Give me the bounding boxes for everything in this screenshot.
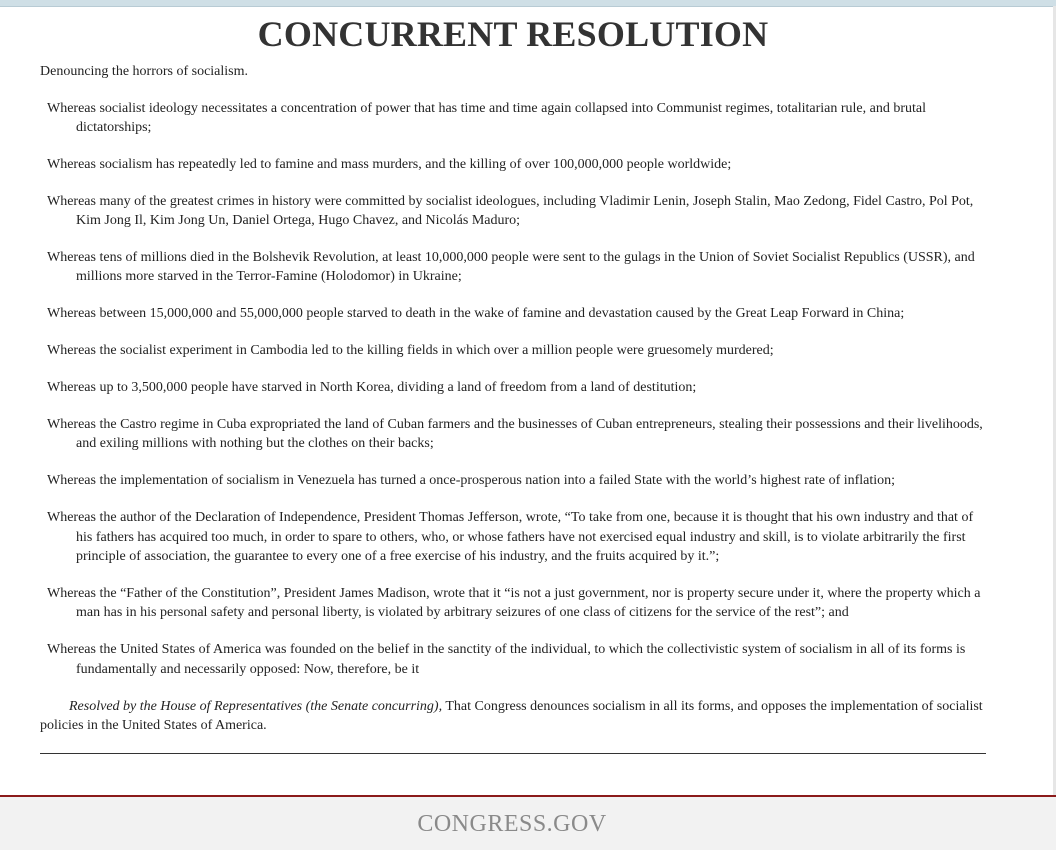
- document-subtitle: Denouncing the horrors of socialism.: [40, 64, 249, 79]
- document-title: CONCURRENT RESOLUTION: [257, 14, 769, 54]
- whereas-clause: Whereas between 15,000,000 and 55,000,000 people starved to death in the wake of famine and devastation caused by the Great Leap Forward in China;: [47, 306, 905, 322]
- whereas-clause: Whereas the United States of America was founded on the belief in the sanctity of the individual, to which the collectivistic system of socialism in all of its forms is fundamentally and necessarily opposed: Now, therefore, be it: [47, 642, 966, 677]
- resolution-document: [40, 12, 986, 754]
- top-border: [0, 0, 1056, 7]
- whereas-clause: Whereas socialism has repeatedly led to famine and mass murders, and the killing of over 100,000,000 people worldwide;: [47, 156, 732, 172]
- resolved-paragraph: [40, 697, 986, 736]
- whereas-clause: Whereas socialist ideology necessitates a concentration of power that has time and time again collapsed into Communist regimes, totalitarian rule, and brutal dictatorships;: [47, 100, 927, 135]
- whereas-clause: Whereas the “Father of the Constitution”, President James Madison, wrote that it “is not a just government, nor is property secure under it, where the property which a man has in his personal safety and personal liberty, is violated by arbitrary seizures of one class of citizens for the service of the rest”; and: [47, 586, 981, 621]
- whereas-clause: Whereas up to 3,500,000 people have starved in North Korea, dividing a land of freedom from a land of destitution;: [47, 380, 697, 396]
- resolved-clause: Resolved by the House of Representatives (the Senate concurring),: [69, 698, 443, 714]
- congress-gov-logo[interactable]: CONGRESS.GOV: [417, 811, 607, 837]
- whereas-clause: Whereas tens of millions died in the Bolshevik Revolution, at least 10,000,000 people were sent to the gulags in the Union of Soviet Socialist Republics (USSR), and millions more starved in the Terror-Famine (Holodomor) in Ukraine;: [47, 250, 975, 285]
- whereas-clause: Whereas the socialist experiment in Cambodia led to the killing fields in which over a million people were gruesomely murdered;: [47, 343, 774, 359]
- end-divider: [40, 753, 986, 754]
- whereas-clause: Whereas many of the greatest crimes in history were committed by socialist ideologues, including Vladimir Lenin, Joseph Stalin, Mao Zedong, Fidel Castro, Pol Pot, Kim Jong Il, Kim Jong Un, Daniel Ortega, Hugo Chavez, and Nicolás Maduro;: [47, 193, 974, 229]
- whereas-list: [40, 99, 986, 680]
- whereas-clause: Whereas the implementation of socialism in Venezuela has turned a once-prosperous nation into a failed State with the world’s highest rate of inflation;: [47, 473, 896, 489]
- resolved-text: That Congress denounces socialism in all its forms, and opposes the implementation of socialist policies in the United States of America.: [40, 698, 983, 734]
- whereas-clause: Whereas the Castro regime in Cuba expropriated the land of Cuban farmers and the businesses of Cuban entrepreneurs, stealing their possessions and their livelihoods, and exiling millions with nothing but the clothes on their backs;: [47, 417, 983, 452]
- site-footer: [0, 795, 1056, 850]
- whereas-clause: Whereas the author of the Declaration of Independence, President Thomas Jefferson, wrote, “To take from one, because it is thought that his own industry and that of his fathers has acquired too much, in order to spare to others, who, or whose fathers have not exercised equal industry and skill, is to violate arbitrarily the first principle of association, the guarantee to every one of a free exercise of his industry, and the fruits acquired by it.”;: [47, 510, 974, 565]
